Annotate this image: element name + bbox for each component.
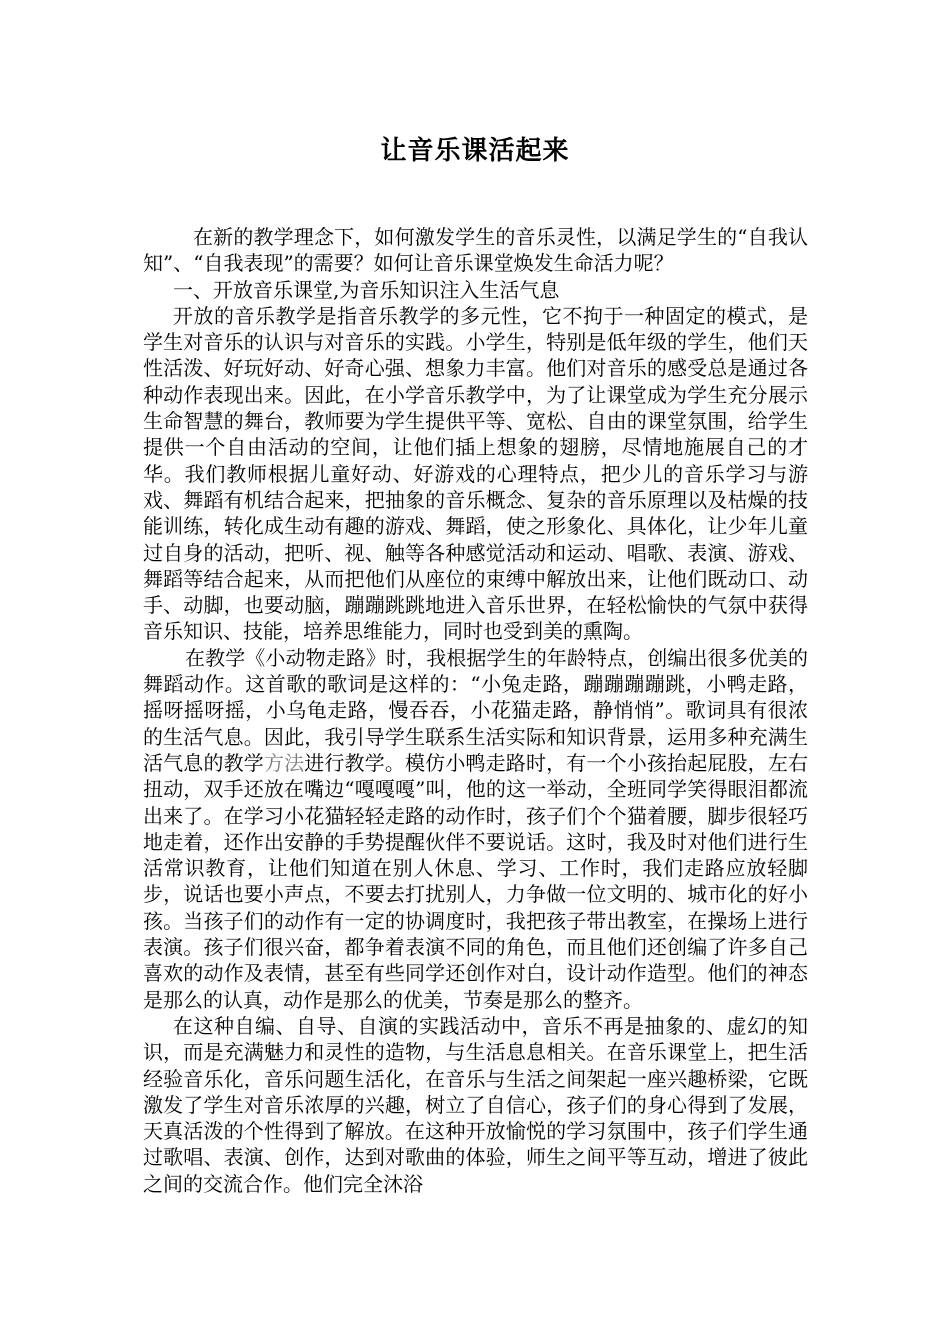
page-title: 让音乐课活起来 — [380, 136, 570, 166]
paragraph-2-text-b: 进行教学。模仿小鸭走路时，有一个小孩抬起屁股，左右扭动，双手还放在嘴边“嘎嘎嘎”叫，他的这一举动，全班同学笑得眼泪都流出来了。在学习小花猫轻轻走路的动作时，孩子们个个猫着腰，脚步很轻巧地走着，还作出安静的手势提醒伙伴不要说话。这时，我及时对他们进行生活常识教育，让他们知道在别人休息、学习、工作时，我们走路应放轻脚步，说话也要小声点，不要去打扰别人，力争做一位文明的、城市化的好小孩。当孩子们的动作有一定的协调度时，我把孩子带出教室，在操场上进行表演。孩子们很兴奋，都争着表演不同的角色，而且他们还创编了许多自己喜欢的动作及表情，甚至有些同学还创作对白，设计动作造型。他们的神态是那么的认真，动作是那么的优美，节奏是那么的整齐。 — [143, 750, 808, 1012]
intro-paragraph: 在新的教学理念下，如何激发学生的音乐灵性，以满足学生的“自我认知”、“自我表现”的需要？如何让音乐课堂焕发生命活力呢？ — [143, 225, 808, 276]
section-heading: 一、开放音乐课堂,为音乐知识注入生活气息 — [173, 277, 560, 302]
body-paragraph-2 — [143, 645, 808, 1013]
body-paragraph-1: 开放的音乐教学是指音乐教学的多元性，它不拘于一种固定的模式，是学生对音乐的认识与对音乐的实践。小学生，特别是低年级的学生，他们天性活泼、好玩好动、好奇心强、想象力丰富。他们对音乐的感受总是通过各种动作表现出来。因此，在小学音乐教学中，为了让课堂成为学生充分展示生命智慧的舞台，教师要为学生提供平等、宽松、自由的课堂氛围，给学生提供一个自由活动的空间，让他们插上想象的翅膀，尽情地施展自己的才华。我们教师根据儿童好动、好游戏的心理特点，把少儿的音乐学习与游戏、舞蹈有机结合起来，把抽象的音乐概念、复杂的音乐原理以及枯燥的技能训练，转化成生动有趣的游戏、舞蹈，使之形象化、具体化，让少年儿童过自身的活动，把听、视、触等各种感觉活动和运动、唱歌、表演、游戏、舞蹈等结合起来，从而把他们从座位的束缚中解放出来，让他们既动口、动手、动脚，也要动脑，蹦蹦跳跳地进入音乐世界，在轻松愉快的气氛中获得音乐知识、技能，培养思维能力，同时也受到美的熏陶。 — [143, 303, 808, 644]
method-link[interactable]: 方法 — [263, 750, 305, 775]
paragraph-2-text-a: 在教学《小动物走路》时，我根据学生的年龄特点，创编出很多优美的舞蹈动作。这首歌的歌词是这样的：“小兔走路，蹦蹦蹦蹦跳，小鸭走路，摇呀摇呀摇，小乌龟走路，慢吞吞，小花猫走路，静悄悄”。歌词具有很浓的生活气息。因此，我引导学生联系生活实际和知识背景，运用多种充满生活气息的教学 — [143, 645, 808, 775]
document-body — [143, 224, 808, 1197]
body-paragraph-3: 在这种自编、自导、自演的实践活动中，音乐不再是抽象的、虚幻的知识，而是充满魅力和灵性的造物，与生活息息相关。在音乐课堂上，把生活经验音乐化，音乐问题生活化，在音乐与生活之间架起一座兴趣桥梁，它既激发了学生对音乐浓厚的兴趣，树立了自信心，孩子们的身心得到了发展，天真活泼的个性得到了解放。在这种开放愉悦的学习氛围中，孩子们学生通过歌唱、表演、创作，达到对歌曲的体验，师生之间平等互动，增进了彼此之间的交流合作。他们完全沐浴 — [143, 1013, 808, 1196]
